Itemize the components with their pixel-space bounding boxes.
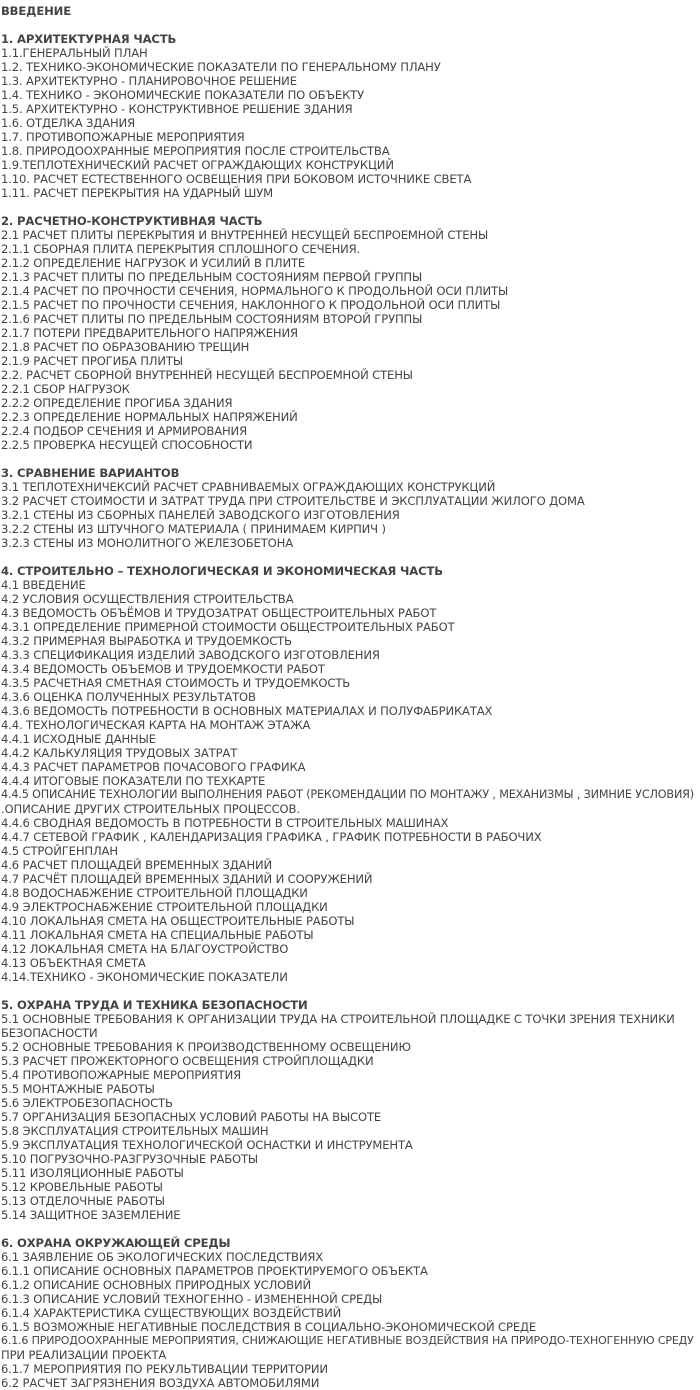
toc-item: 4.4.3 РАСЧЕТ ПАРАМЕТРОВ ПОЧАСОВОГО ГРАФИКА xyxy=(1,760,306,774)
toc-item: 6.1.6 ПРИРОДООХРАННЫЕ МЕРОПРИЯТИЯ, СНИЖАЮЩИЕ НЕГАТИВНЫЕ ВОЗДЕЙСТВИЯ НА ПРИРОДО-ТЕХНОГЕННУЮ СРЕДУ xyxy=(1,1334,694,1347)
toc-item: 2.1.2 ОПРЕДЕЛЕНИЕ НАГРУЗОК И УСИЛИЙ В ПЛИТЕ xyxy=(1,256,306,270)
toc-item: 4.14.ТЕХНИКО - ЭКОНОМИЧЕСКИЕ ПОКАЗАТЕЛИ xyxy=(1,970,288,984)
spacer xyxy=(1,1222,699,1236)
toc-item: 6.1.1 ОПИСАНИЕ ОСНОВНЫХ ПАРАМЕТРОВ ПРОЕКТИРУЕМОГО ОБЪЕКТА xyxy=(1,1264,428,1278)
toc-item: 6.1.7 МЕРОПРИЯТИЯ ПО РЕКУЛЬТИВАЦИИ ТЕРРИТОРИИ xyxy=(1,1362,328,1376)
toc-item: 4.13 ОБЪЕКТНАЯ СМЕТА xyxy=(1,956,146,970)
toc-item: 2.1.8 РАСЧЕТ ПО ОБРАЗОВАНИЮ ТРЕЩИН xyxy=(1,340,250,354)
toc-item: 5.14 ЗАЩИТНОЕ ЗАЗЕМЛЕНИЕ xyxy=(1,1208,181,1222)
spacer xyxy=(1,452,699,466)
toc-item: .ОПИСАНИЕ ДРУГИХ СТРОИТЕЛЬНЫХ ПРОЦЕССОВ. xyxy=(1,802,300,816)
toc-item: 1.10. РАСЧЕТ ЕСТЕСТВЕННОГО ОСВЕЩЕНИЯ ПРИ БОКОВОМ ИСТОЧНИКЕ СВЕТА xyxy=(1,172,472,186)
toc-item: 1.1.ГЕНЕРАЛЬНЫЙ ПЛАН xyxy=(1,46,148,60)
toc-item: 6.1 ЗАЯВЛЕНИЕ ОБ ЭКОЛОГИЧЕСКИХ ПОСЛЕДСТВИЯХ xyxy=(1,1250,324,1264)
toc-item: 2.2.5 ПРОВЕРКА НЕСУЩЕЙ СПОСОБНОСТИ xyxy=(1,438,253,452)
toc-item: 1.11. РАСЧЕТ ПЕРЕКРЫТИЯ НА УДАРНЫЙ ШУМ xyxy=(1,186,274,200)
toc-item: 4.12 ЛОКАЛЬНАЯ СМЕТА НА БЛАГОУСТРОЙСТВО xyxy=(1,942,289,956)
toc-item: БЕЗОПАСНОСТИ xyxy=(1,1026,98,1040)
toc-item: 3.2.2 СТЕНЫ ИЗ ШТУЧНОГО МАТЕРИАЛА ( ПРИНИМАЕМ КИРПИЧ ) xyxy=(1,522,386,536)
toc-item: 3.2 РАСЧЕТ СТОИМОСТИ И ЗАТРАТ ТРУДА ПРИ СТРОИТЕЛЬСТВЕ И ЭКСПЛУАТАЦИИ ЖИЛОГО ДОМА xyxy=(1,494,585,508)
toc-item: 4.4.2 КАЛЬКУЛЯЦИЯ ТРУДОВЫХ ЗАТРАТ xyxy=(1,746,238,760)
toc-item: 4.3.1 ОПРЕДЕЛЕНИЕ ПРИМЕРНОЙ СТОИМОСТИ ОБЩЕСТРОИТЕЛЬНЫХ РАБОТ xyxy=(1,620,455,634)
toc-item: 4.6 РАСЧЕТ ПЛОЩАДЕЙ ВРЕМЕННЫХ ЗДАНИЙ xyxy=(1,858,273,872)
toc-item: 2.1.6 РАСЧЕТ ПЛИТЫ ПО ПРЕДЕЛЬНЫМ СОСТОЯНИЯМ ВТОРОЙ ГРУППЫ xyxy=(1,312,423,326)
spacer xyxy=(1,200,699,214)
toc-item: 5.12 КРОВЕЛЬНЫЕ РАБОТЫ xyxy=(1,1180,163,1194)
toc-item: 5.11 ИЗОЛЯЦИОННЫЕ РАБОТЫ xyxy=(1,1166,184,1180)
toc-item: 3.2.1 СТЕНЫ ИЗ СБОРНЫХ ПАНЕЛЕЙ ЗАВОДСКОГО ИЗГОТОВЛЕНИЯ xyxy=(1,508,400,522)
toc-item: 2.1.9 РАСЧЕТ ПРОГИБА ПЛИТЫ xyxy=(1,354,183,368)
toc-item: 5.3 РАСЧЕТ ПРОЖЕКТОРНОГО ОСВЕЩЕНИЯ СТРОЙПЛОЩАДКИ xyxy=(1,1054,374,1068)
toc-item: 2.1 РАСЧЕТ ПЛИТЫ ПЕРЕКРЫТИЯ И ВНУТРЕННЕЙ НЕСУЩЕЙ БЕСПРОЕМНОЙ СТЕНЫ xyxy=(1,228,489,242)
toc-item: 2.1.5 РАСЧЕТ ПО ПРОЧНОСТИ СЕЧЕНИЯ, НАКЛОННОГО К ПРОДОЛЬНОЙ ОСИ ПЛИТЫ xyxy=(1,298,501,312)
toc-item: 1.5. АРХИТЕКТУРНО - КОНСТРУКТИВНОЕ РЕШЕНИЕ ЗДАНИЯ xyxy=(1,102,353,116)
toc-item: 4.3.3 СПЕЦИФИКАЦИЯ ИЗДЕЛИЙ ЗАВОДСКОГО ИЗГОТОВЛЕНИЯ xyxy=(1,648,380,662)
toc-item: 2.2.1 СБОР НАГРУЗОК xyxy=(1,382,130,396)
toc-item: ПРИ РЕАЛИЗАЦИИ ПРОЕКТА xyxy=(1,1348,167,1362)
section-heading: 3. СРАВНЕНИЕ ВАРИАНТОВ xyxy=(1,466,180,480)
toc-item: 1.8. ПРИРОДООХРАННЫЕ МЕРОПРИЯТИЯ ПОСЛЕ СТРОИТЕЛЬСТВА xyxy=(1,144,390,158)
toc-item: 2.2. РАСЧЕТ СБОРНОЙ ВНУТРЕННЕЙ НЕСУЩЕЙ БЕСПРОЕМНОЙ СТЕНЫ xyxy=(1,368,413,382)
spacer xyxy=(1,18,699,32)
toc-item: 4.3.4 ВЕДОМОСТЬ ОБЪЕМОВ И ТРУДОЕМКОСТИ РАБОТ xyxy=(1,662,325,676)
toc-item: 4.4.1 ИСХОДНЫЕ ДАННЫЕ xyxy=(1,732,156,746)
toc-item: 4.8 ВОДОСНАБЖЕНИЕ СТРОИТЕЛЬНОЙ ПЛОЩАДКИ xyxy=(1,886,308,900)
toc-item: 4.1 ВВЕДЕНИЕ xyxy=(1,578,86,592)
toc-item: 2.1.1 СБОРНАЯ ПЛИТА ПЕРЕКРЫТИЯ СПЛОШНОГО СЕЧЕНИЯ. xyxy=(1,242,361,256)
toc-item: 1.9.ТЕПЛОТЕХНИЧЕСКИЙ РАСЧЕТ ОГРАЖДАЮЩИХ КОНСТРУКЦИЙ xyxy=(1,158,394,172)
toc-item: 4.4.5 ОПИСАНИЕ ТЕХНОЛОГИИ ВЫПОЛНЕНИЯ РАБОТ (РЕКОМЕНДАЦИИ ПО МОНТАЖУ , МЕХАНИЗМЫ , ЗИМНИЕ УСЛОВИЯ) xyxy=(1,788,695,801)
toc-item: 5.9 ЭКСПЛУАТАЦИЯ ТЕХНОЛОГИЧЕСКОЙ ОСНАСТКИ И ИНСТРУМЕНТА xyxy=(1,1138,413,1152)
toc-item: 4.5 СТРОЙГЕНПЛАН xyxy=(1,844,118,858)
toc-item: 4.10 ЛОКАЛЬНАЯ СМЕТА НА ОБЩЕСТРОИТЕЛЬНЫЕ РАБОТЫ xyxy=(1,914,355,928)
toc-item: 4.2 УСЛОВИЯ ОСУЩЕСТВЛЕНИЯ СТРОИТЕЛЬСТВА xyxy=(1,592,294,606)
toc-item: 5.5 МОНТАЖНЫЕ РАБОТЫ xyxy=(1,1082,155,1096)
toc-item: 2.2.4 ПОДБОР СЕЧЕНИЯ И АРМИРОВАНИЯ xyxy=(1,424,247,438)
toc-item: 3.2.3 СТЕНЫ ИЗ МОНОЛИТНОГО ЖЕЛЕЗОБЕТОНА xyxy=(1,536,293,550)
toc-item: 5.13 ОТДЕЛОЧНЫЕ РАБОТЫ xyxy=(1,1194,165,1208)
section-heading: 6. ОХРАНА ОКРУЖАЮЩЕЙ СРЕДЫ xyxy=(1,1236,231,1250)
toc-item: 1.3. АРХИТЕКТУРНО - ПЛАНИРОВОЧНОЕ РЕШЕНИЕ xyxy=(1,74,297,88)
toc-item: 4.3.6 ОЦЕНКА ПОЛУЧЕННЫХ РЕЗУЛЬТАТОВ xyxy=(1,690,256,704)
toc-item: 4.7 РАСЧЁТ ПЛОЩАДЕЙ ВРЕМЕННЫХ ЗДАНИЙ И СООРУЖЕНИЙ xyxy=(1,872,373,886)
toc-item: 4.4.7 СЕТЕВОЙ ГРАФИК , КАЛЕНДАРИЗАЦИЯ ГРАФИКА , ГРАФИК ПОТРЕБНОСТИ В РАБОЧИХ xyxy=(1,830,542,844)
toc-item: 2.1.7 ПОТЕРИ ПРЕДВАРИТЕЛЬНОГО НАПРЯЖЕНИЯ xyxy=(1,326,298,340)
toc-item: 4.4.6 СВОДНАЯ ВЕДОМОСТЬ В ПОТРЕБНОСТИ В СТРОИТЕЛЬНЫХ МАШИНАХ xyxy=(1,816,449,830)
toc-item: 4.3 ВЕДОМОСТЬ ОБЪЁМОВ И ТРУДОЗАТРАТ ОБЩЕСТРОИТЕЛЬНЫХ РАБОТ xyxy=(1,606,437,620)
toc-item: 5.7 ОРГАНИЗАЦИЯ БЕЗОПАСНЫХ УСЛОВИЙ РАБОТЫ НА ВЫСОТЕ xyxy=(1,1110,382,1124)
section-heading: ВВЕДЕНИЕ xyxy=(1,4,71,18)
toc-item: 4.4.4 ИТОГОВЫЕ ПОКАЗАТЕЛИ ПО ТЕХКАРТЕ xyxy=(1,774,266,788)
toc-item: 5.4 ПРОТИВОПОЖАРНЫЕ МЕРОПРИЯТИЯ xyxy=(1,1068,242,1082)
section-heading: 4. СТРОИТЕЛЬНО – ТЕХНОЛОГИЧЕСКАЯ И ЭКОНОМИЧЕСКАЯ ЧАСТЬ xyxy=(1,564,443,578)
toc-item: 2.2.2 ОПРЕДЕЛЕНИЕ ПРОГИБА ЗДАНИЯ xyxy=(1,396,233,410)
toc-item: 4.3.6 ВЕДОМОСТЬ ПОТРЕБНОСТИ В ОСНОВНЫХ МАТЕРИАЛАХ И ПОЛУФАБРИКАТАХ xyxy=(1,704,493,718)
toc-item: 6.1.2 ОПИСАНИЕ ОСНОВНЫХ ПРИРОДНЫХ УСЛОВИЙ xyxy=(1,1278,312,1292)
toc-item: 4.11 ЛОКАЛЬНАЯ СМЕТА НА СПЕЦИАЛЬНЫЕ РАБОТЫ xyxy=(1,928,314,942)
toc-item: 4.9 ЭЛЕКТРОСНАБЖЕНИЕ СТРОИТЕЛЬНОЙ ПЛОЩАДКИ xyxy=(1,900,328,914)
section-heading: 1. АРХИТЕКТУРНАЯ ЧАСТЬ xyxy=(1,32,177,46)
toc-item: 2.2.3 ОПРЕДЕЛЕНИЕ НОРМАЛЬНЫХ НАПРЯЖЕНИЙ xyxy=(1,410,298,424)
section-heading: 5. ОХРАНА ТРУДА И ТЕХНИКА БЕЗОПАСНОСТИ xyxy=(1,998,308,1012)
toc-item: 5.6 ЭЛЕКТРОБЕЗОПАСНОСТЬ xyxy=(1,1096,173,1110)
toc-item: 6.1.3 ОПИСАНИЕ УСЛОВИЙ ТЕХНОГЕННО - ИЗМЕНЕННОЙ СРЕДЫ xyxy=(1,1292,383,1306)
toc-item: 5.2 ОСНОВНЫЕ ТРЕБОВАНИЯ К ПРОИЗВОДСТВЕННОМУ ОСВЕЩЕНИЮ xyxy=(1,1040,411,1054)
spacer xyxy=(1,984,699,998)
toc-item: 6.1.4 ХАРАКТЕРИСТИКА СУЩЕСТВУЮЩИХ ВОЗДЕЙСТВИЙ xyxy=(1,1306,342,1320)
toc-item: 1.7. ПРОТИВОПОЖАРНЫЕ МЕРОПРИЯТИЯ xyxy=(1,130,245,144)
toc-item: 1.6. ОТДЕЛКА ЗДАНИЯ xyxy=(1,116,135,130)
toc-item: 5.10 ПОГРУЗОЧНО-РАЗГРУЗОЧНЫЕ РАБОТЫ xyxy=(1,1152,259,1166)
toc-item: 5.1 ОСНОВНЫЕ ТРЕБОВАНИЯ К ОРГАНИЗАЦИИ ТРУДА НА СТРОИТЕЛЬНОЙ ПЛОЩАДКЕ С ТОЧКИ ЗРЕНИЯ ТЕХНИКИ xyxy=(1,1012,675,1026)
toc-item: 4.3.5 РАСЧЕТНАЯ СМЕТНАЯ СТОИМОСТЬ И ТРУДОЕМКОСТЬ xyxy=(1,676,351,690)
section-heading: 2. РАСЧЕТНО-КОНСТРУКТИВНАЯ ЧАСТЬ xyxy=(1,214,263,228)
toc-item: 2.1.4 РАСЧЕТ ПО ПРОЧНОСТИ СЕЧЕНИЯ, НОРМАЛЬНОГО К ПРОДОЛЬНОЙ ОСИ ПЛИТЫ xyxy=(1,284,509,298)
toc-item: 6.2 РАСЧЕТ ЗАГРЯЗНЕНИЯ ВОЗДУХА АВТОМОБИЛЯМИ xyxy=(1,1376,320,1390)
toc-item: 2.1.3 РАСЧЕТ ПЛИТЫ ПО ПРЕДЕЛЬНЫМ СОСТОЯНИЯМ ПЕРВОЙ ГРУППЫ xyxy=(1,270,423,284)
toc-item: 1.4. ТЕХНИКО - ЭКОНОМИЧЕСКИЕ ПОКАЗАТЕЛИ ПО ОБЪЕКТУ xyxy=(1,88,365,102)
toc-item: 3.1 ТЕПЛОТЕХНИЧЕКСИЙ РАСЧЕТ СРАВНИВАЕМЫХ ОГРАЖДАЮЩИХ КОНСТРУКЦИЙ xyxy=(1,480,496,494)
toc-item: 6.1.5 ВОЗМОЖНЫЕ НЕГАТИВНЫЕ ПОСЛЕДСТВИЯ В СОЦИАЛЬНО-ЭКОНОМИЧЕСКОЙ СРЕДЕ xyxy=(1,1320,537,1334)
toc-item: 4.3.2 ПРИМЕРНАЯ ВЫРАБОТКА И ТРУДОЕМКОСТЬ xyxy=(1,634,292,648)
toc-item: 5.8 ЭКСПЛУАТАЦИЯ СТРОИТЕЛЬНЫХ МАШИН xyxy=(1,1124,269,1138)
toc-item: 4.4. ТЕХНОЛОГИЧЕСКАЯ КАРТА НА МОНТАЖ ЭТАЖА xyxy=(1,718,311,732)
spacer xyxy=(1,550,699,564)
toc-item: 1.2. ТЕХНИКО-ЭКОНОМИЧЕСКИЕ ПОКАЗАТЕЛИ ПО ГЕНЕРАЛЬНОМУ ПЛАНУ xyxy=(1,60,441,74)
